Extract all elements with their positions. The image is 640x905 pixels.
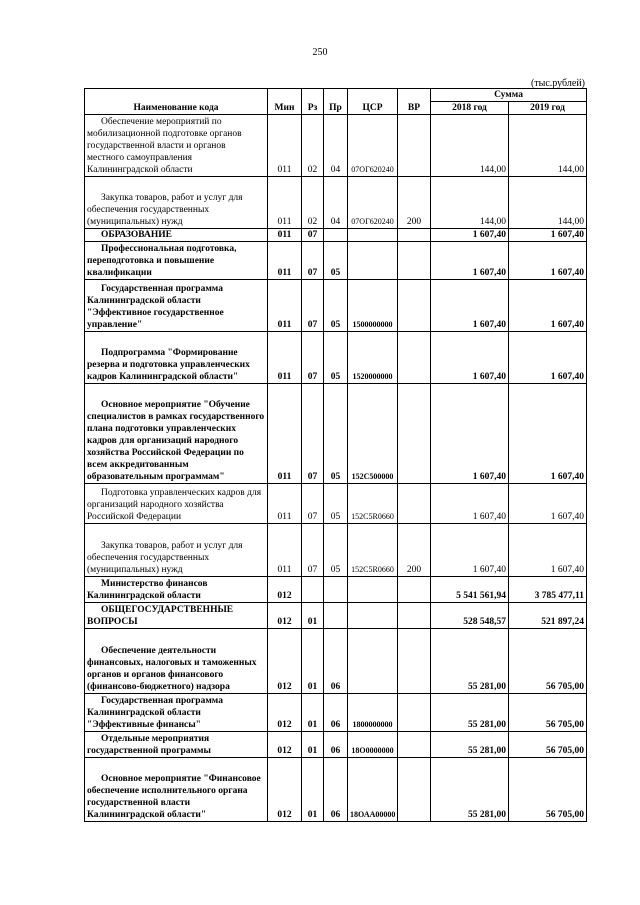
- row-pr: [324, 603, 348, 629]
- row-amount-2018: 1 607,40: [431, 384, 509, 484]
- row-amount-2019: 1 607,40: [509, 242, 587, 280]
- row-amount-2019: 144,00: [509, 115, 587, 177]
- row-pr: 05: [324, 242, 348, 280]
- row-csr: 1500000000: [348, 280, 398, 332]
- row-pr: 05: [324, 280, 348, 332]
- row-vr: [398, 758, 431, 822]
- row-csr: 18О0000000: [348, 732, 398, 758]
- row-rz: 01: [302, 603, 324, 629]
- table-row: [85, 484, 587, 524]
- row-amount-2018: 1 607,40: [431, 524, 509, 577]
- row-amount-2019: 3 785 477,11: [509, 577, 587, 603]
- table-row: [85, 732, 587, 758]
- row-csr: [348, 242, 398, 280]
- row-name: Основное мероприятие "Финансовое обеспечение исполнительного органа государственной власти Калининградской области": [85, 758, 268, 822]
- row-amount-2018: 144,00: [431, 177, 509, 229]
- row-min: 011: [268, 384, 302, 484]
- row-pr: 05: [324, 384, 348, 484]
- row-min: 011: [268, 229, 302, 242]
- row-vr: [398, 694, 431, 732]
- row-name: Основное мероприятие "Обучение специалистов в рамках государственного плана подготовки управленческих кадров для организаций народного хозяйства Российской Федерации по всем аккредитованным образовательным программам": [85, 384, 268, 484]
- row-pr: [324, 577, 348, 603]
- row-rz: 01: [302, 732, 324, 758]
- row-name: Закупка товаров, работ и услуг для обеспечения государственных (муниципальных) нужд: [85, 524, 268, 577]
- row-amount-2019: 1 607,40: [509, 280, 587, 332]
- row-vr: [398, 280, 431, 332]
- row-vr: [398, 577, 431, 603]
- table-row: [85, 229, 587, 242]
- table-row: [85, 242, 587, 280]
- row-vr: [398, 332, 431, 384]
- row-amount-2018: 1 607,40: [431, 332, 509, 384]
- budget-table: [84, 88, 587, 822]
- row-name: Подпрограмма "Формирование резерва и подготовка управленческих кадров Калининградской области": [85, 332, 268, 384]
- row-csr: 1520000000: [348, 332, 398, 384]
- row-amount-2019: 1 607,40: [509, 484, 587, 524]
- row-rz: 07: [302, 332, 324, 384]
- row-vr: [398, 732, 431, 758]
- table-row: [85, 177, 587, 229]
- row-vr: [398, 115, 431, 177]
- row-csr: 07ОГ620240: [348, 177, 398, 229]
- row-vr: [398, 603, 431, 629]
- table-row: [85, 629, 587, 694]
- row-rz: 07: [302, 280, 324, 332]
- header-2018: 2018 год: [431, 102, 509, 115]
- row-min: 012: [268, 758, 302, 822]
- row-amount-2018: 1 607,40: [431, 229, 509, 242]
- table-row: [85, 332, 587, 384]
- row-amount-2018: 1 607,40: [431, 280, 509, 332]
- row-pr: 06: [324, 629, 348, 694]
- row-amount-2018: 55 281,00: [431, 758, 509, 822]
- row-pr: 04: [324, 115, 348, 177]
- header-csr: ЦСР: [348, 89, 398, 115]
- row-rz: 02: [302, 115, 324, 177]
- row-vr: [398, 242, 431, 280]
- row-pr: 05: [324, 524, 348, 577]
- row-amount-2018: 5 541 561,94: [431, 577, 509, 603]
- row-name: Обеспечение мероприятий по мобилизационной подготовке органов государственной власти и органов местного самоуправления Калининградской области: [85, 115, 268, 177]
- row-pr: [324, 229, 348, 242]
- row-min: 011: [268, 177, 302, 229]
- row-amount-2019: 56 705,00: [509, 694, 587, 732]
- row-name: Профессиональная подготовка, переподготовка и повышение квалификации: [85, 242, 268, 280]
- table-row: [85, 384, 587, 484]
- table-row: [85, 577, 587, 603]
- row-pr: 06: [324, 732, 348, 758]
- row-pr: 06: [324, 758, 348, 822]
- header-name: Наименование кода: [85, 89, 268, 115]
- header-sum: Сумма: [431, 89, 587, 102]
- row-csr: [348, 629, 398, 694]
- table-row: [85, 758, 587, 822]
- header-rz: Рз: [302, 89, 324, 115]
- header-vr: ВР: [398, 89, 431, 115]
- row-rz: 01: [302, 629, 324, 694]
- row-name: Отдельные мероприятия государственной программы: [85, 732, 268, 758]
- row-min: 011: [268, 524, 302, 577]
- row-min: 012: [268, 732, 302, 758]
- row-rz: 01: [302, 758, 324, 822]
- row-csr: [348, 603, 398, 629]
- row-min: 012: [268, 629, 302, 694]
- row-amount-2019: 1 607,40: [509, 384, 587, 484]
- row-csr: 07ОГ620240: [348, 115, 398, 177]
- units-label: (тыс.рублей): [530, 78, 585, 89]
- table-row: [85, 524, 587, 577]
- row-csr: 152С500000: [348, 384, 398, 484]
- row-name: Министерство финансов Калининградской области: [85, 577, 268, 603]
- row-min: 012: [268, 694, 302, 732]
- table-row: [85, 603, 587, 629]
- row-min: 012: [268, 603, 302, 629]
- row-rz: 07: [302, 229, 324, 242]
- row-name: Обеспечение деятельности финансовых, налоговых и таможенных органов и органов финансового (финансово-бюджетного) надзора: [85, 629, 268, 694]
- row-vr: [398, 384, 431, 484]
- row-rz: 07: [302, 384, 324, 484]
- row-rz: [302, 577, 324, 603]
- row-pr: 04: [324, 177, 348, 229]
- row-rz: 07: [302, 242, 324, 280]
- header-min: Мин: [268, 89, 302, 115]
- row-min: 011: [268, 280, 302, 332]
- page-number: 250: [312, 47, 328, 58]
- row-rz: 07: [302, 484, 324, 524]
- table-row: [85, 115, 587, 177]
- row-amount-2018: 528 548,57: [431, 603, 509, 629]
- row-vr: [398, 229, 431, 242]
- row-vr: 200: [398, 177, 431, 229]
- row-amount-2019: 521 897,24: [509, 603, 587, 629]
- row-amount-2018: 1 607,40: [431, 484, 509, 524]
- header-2019: 2019 год: [509, 102, 587, 115]
- row-name: ОБЩЕГОСУДАРСТВЕННЫЕ ВОПРОСЫ: [85, 603, 268, 629]
- row-min: 012: [268, 577, 302, 603]
- row-amount-2019: 1 607,40: [509, 524, 587, 577]
- row-csr: 152С5R0660: [348, 484, 398, 524]
- row-amount-2019: 144,00: [509, 177, 587, 229]
- row-vr: 200: [398, 524, 431, 577]
- row-name: Государственная программа Калининградской области "Эффективные финансы": [85, 694, 268, 732]
- row-csr: 152С5R0660: [348, 524, 398, 577]
- row-amount-2018: 55 281,00: [431, 694, 509, 732]
- row-rz: 07: [302, 524, 324, 577]
- row-amount-2018: 55 281,00: [431, 629, 509, 694]
- row-rz: 01: [302, 694, 324, 732]
- row-pr: 05: [324, 484, 348, 524]
- row-amount-2019: 1 607,40: [509, 229, 587, 242]
- row-min: 011: [268, 115, 302, 177]
- row-min: 011: [268, 484, 302, 524]
- row-csr: 18ОАА00000: [348, 758, 398, 822]
- row-name: Государственная программа Калининградской области "Эффективное государственное управление": [85, 280, 268, 332]
- row-csr: [348, 577, 398, 603]
- row-pr: 06: [324, 694, 348, 732]
- row-amount-2018: 1 607,40: [431, 242, 509, 280]
- row-amount-2018: 144,00: [431, 115, 509, 177]
- row-name: Закупка товаров, работ и услуг для обеспечения государственных (муниципальных) нужд: [85, 177, 268, 229]
- row-name: Подготовка управленческих кадров для организаций народного хозяйства Российской Федерации: [85, 484, 268, 524]
- table-row: [85, 694, 587, 732]
- row-amount-2019: 1 607,40: [509, 332, 587, 384]
- row-min: 011: [268, 332, 302, 384]
- row-pr: 05: [324, 332, 348, 384]
- row-vr: [398, 484, 431, 524]
- table-row: [85, 280, 587, 332]
- row-csr: 1800000000: [348, 694, 398, 732]
- row-name: ОБРАЗОВАНИЕ: [85, 229, 268, 242]
- row-csr: [348, 229, 398, 242]
- row-amount-2019: 56 705,00: [509, 758, 587, 822]
- row-amount-2019: 56 705,00: [509, 629, 587, 694]
- header-pr: Пр: [324, 89, 348, 115]
- row-amount-2019: 56 705,00: [509, 732, 587, 758]
- row-vr: [398, 629, 431, 694]
- row-rz: 02: [302, 177, 324, 229]
- row-amount-2018: 55 281,00: [431, 732, 509, 758]
- row-min: 011: [268, 242, 302, 280]
